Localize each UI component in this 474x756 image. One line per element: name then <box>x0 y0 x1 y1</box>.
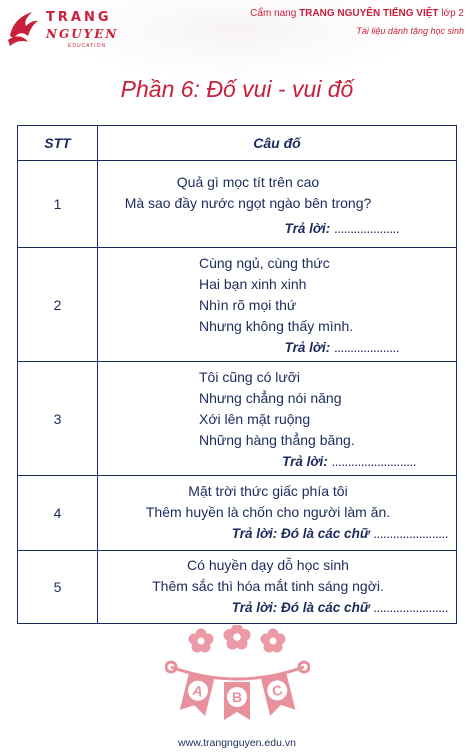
riddle-table <box>17 125 457 624</box>
brand-logo <box>6 4 146 54</box>
answer-line <box>98 523 456 545</box>
answer-label: Trả lời: Đó là các chữ <box>231 526 370 541</box>
page-header <box>0 0 474 62</box>
table-row <box>18 248 457 362</box>
table-row <box>18 161 457 248</box>
answer-line <box>98 218 456 240</box>
handbook-title-suffix: lớp 2 <box>438 8 464 19</box>
column-header-stt: STT <box>18 126 98 161</box>
row-number: 3 <box>18 362 98 476</box>
answer-label: Trả lời: <box>282 453 328 469</box>
riddle-line: Tôi cũng có lưỡi <box>199 368 301 385</box>
riddle-line: Xới lên mặt ruộng <box>199 410 311 427</box>
riddle-line: Cùng ngủ, cùng thức <box>199 254 330 271</box>
flower-icon <box>224 625 251 650</box>
riddle-line: Mà sao đầy nước ngọt ngào bên trong? <box>124 195 372 211</box>
pennant-a <box>180 673 214 716</box>
flower-icon <box>189 629 214 653</box>
handbook-title-prefix: Cẩm nang <box>250 8 300 19</box>
logo-word-trang: TRANG <box>46 10 112 25</box>
answer-blank: .................... <box>333 339 399 355</box>
answer-label: Trả lời: <box>284 339 331 355</box>
pennant-letter-a: A <box>191 681 205 700</box>
column-header-riddle: Câu đố <box>98 126 457 161</box>
riddle-line: Thêm huyền là chốn cho người làm ăn. <box>145 504 391 520</box>
riddle-cell <box>98 362 457 476</box>
flower-icon <box>261 629 286 653</box>
page-title: Phần 6: Đố vui - vui đố <box>120 76 354 102</box>
pennant-c <box>261 673 295 716</box>
pennant-letter-b: B <box>231 689 243 705</box>
abc-bunting-illustration <box>165 625 310 727</box>
answer-line <box>98 451 456 473</box>
pennant-letter-c: C <box>270 681 285 700</box>
answer-blank: ....................... <box>373 526 448 541</box>
handbook-subtitle: Tài liệu dành tặng học sinh <box>356 26 464 36</box>
footer-website: www.trangnguyen.edu.vn <box>178 737 296 749</box>
riddle-line: Mặt trời thức giấc phía tôi <box>188 483 348 499</box>
logo-word-education: EDUCATION <box>68 43 107 49</box>
answer-blank: .......................... <box>331 453 416 469</box>
answer-line <box>98 597 456 619</box>
logo-word-nguyen: NGUYEN <box>46 27 119 41</box>
riddle-line: Nhưng không thấy mình. <box>199 317 354 334</box>
phoenix-logo-icon <box>6 6 40 48</box>
riddle-line: Những hàng thẳng băng. <box>199 431 355 448</box>
riddle-line: Quả gì mọc tít trên cao <box>176 174 320 190</box>
answer-label: Trả lời: Đó là các chữ <box>231 600 370 615</box>
row-number: 2 <box>18 248 98 362</box>
answer-blank: ....................... <box>373 600 448 615</box>
riddle-line: Thêm sắc thì hóa mắt tinh sáng ngời. <box>152 578 384 594</box>
riddle-line: Nhìn rõ mọi thứ <box>199 296 297 313</box>
row-number: 5 <box>18 551 98 624</box>
riddle-cell <box>98 476 457 551</box>
handbook-title <box>250 8 464 19</box>
riddle-cell <box>98 248 457 362</box>
riddle-cell <box>98 551 457 624</box>
riddle-line: Có huyền dạy dỗ học sinh <box>187 557 349 573</box>
row-number: 1 <box>18 161 98 248</box>
pennant-b <box>224 682 250 720</box>
table-header-row <box>18 126 457 161</box>
table-row <box>18 551 457 624</box>
handbook-title-bold: TRANG NGUYÊN TIẾNG VIỆT <box>299 8 439 19</box>
table-row <box>18 362 457 476</box>
table-row <box>18 476 457 551</box>
riddle-cell <box>98 161 457 248</box>
answer-blank: .................... <box>333 221 399 236</box>
riddle-line: Nhưng chẳng nói năng <box>199 389 342 406</box>
riddle-line: Hai bạn xinh xinh <box>199 275 307 292</box>
header-info <box>250 8 464 36</box>
row-number: 4 <box>18 476 98 551</box>
answer-label: Trả lời: <box>284 221 331 236</box>
answer-line <box>98 337 456 359</box>
